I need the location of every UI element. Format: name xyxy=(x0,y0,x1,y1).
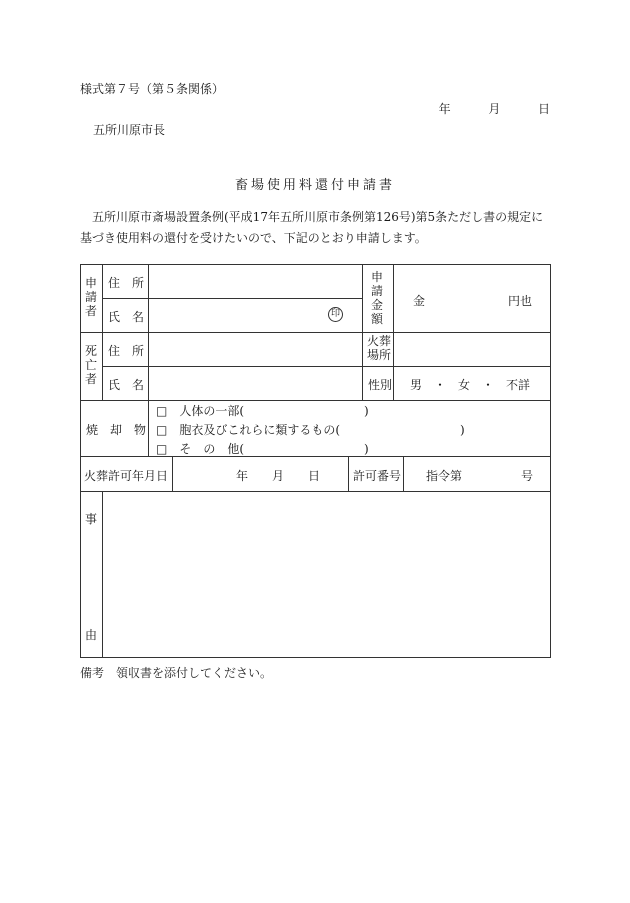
permit-date-day: 日 xyxy=(308,469,321,483)
reason-label-top: 事 xyxy=(85,512,98,526)
permit-number-label: 許可番号 xyxy=(353,469,402,483)
applicant-name-label: 氏 名 xyxy=(108,310,145,324)
date-day: 日 xyxy=(537,102,550,116)
permit-number-prefix: 指令第 xyxy=(426,469,463,483)
permit-date-month: 月 xyxy=(272,469,285,483)
addressee: 五所川原市長 xyxy=(93,123,166,137)
application-form-table xyxy=(80,264,551,658)
applicant-address-label: 住 所 xyxy=(108,276,145,290)
gender-options: 男 ・ 女 ・ 不詳 xyxy=(410,378,531,392)
burned-item-body-part: □ 人体の一部( ) xyxy=(156,404,369,418)
application-date xyxy=(439,100,550,117)
reason-label-bottom: 由 xyxy=(85,628,98,642)
burned-items-label: 焼 却 物 xyxy=(86,423,147,437)
body-text: 五所川原市斎場設置条例(平成17年五所川原市条例第126号)第5条ただし書の規定に基づき使用料の還付を受けたいので、下記のとおり申請します。 xyxy=(80,210,544,245)
gender-label: 性別 xyxy=(368,378,393,392)
deceased-name-label: 氏 名 xyxy=(108,378,145,392)
seal-mark: 印 xyxy=(328,307,343,322)
deceased-label: 死亡者 xyxy=(84,344,97,386)
applicant-label: 申請者 xyxy=(84,276,97,318)
amount-prefix: 金 xyxy=(413,294,426,308)
burned-item-other: □ そ の 他( ) xyxy=(156,442,369,456)
remarks-note: 備考 領収書を添付してください。 xyxy=(80,666,273,680)
crematorium-label: 火葬場所 xyxy=(367,334,392,362)
cremation-permit-date-label: 火葬許可年月日 xyxy=(84,469,169,483)
deceased-address-label: 住 所 xyxy=(108,344,145,358)
permit-date-year: 年 xyxy=(236,469,249,483)
apply-amount-label: 申請金額 xyxy=(370,270,383,326)
form-number: 様式第７号（第５条関係） xyxy=(80,82,225,96)
document-title: 畜場使用料還付申請書 xyxy=(234,178,395,193)
burned-item-placenta: □ 胞衣及びこれらに類するもの( ) xyxy=(156,423,465,437)
amount-unit: 円也 xyxy=(508,294,533,308)
date-year: 年 xyxy=(438,102,451,116)
date-month: 月 xyxy=(488,102,501,116)
permit-number-suffix: 号 xyxy=(521,469,534,483)
